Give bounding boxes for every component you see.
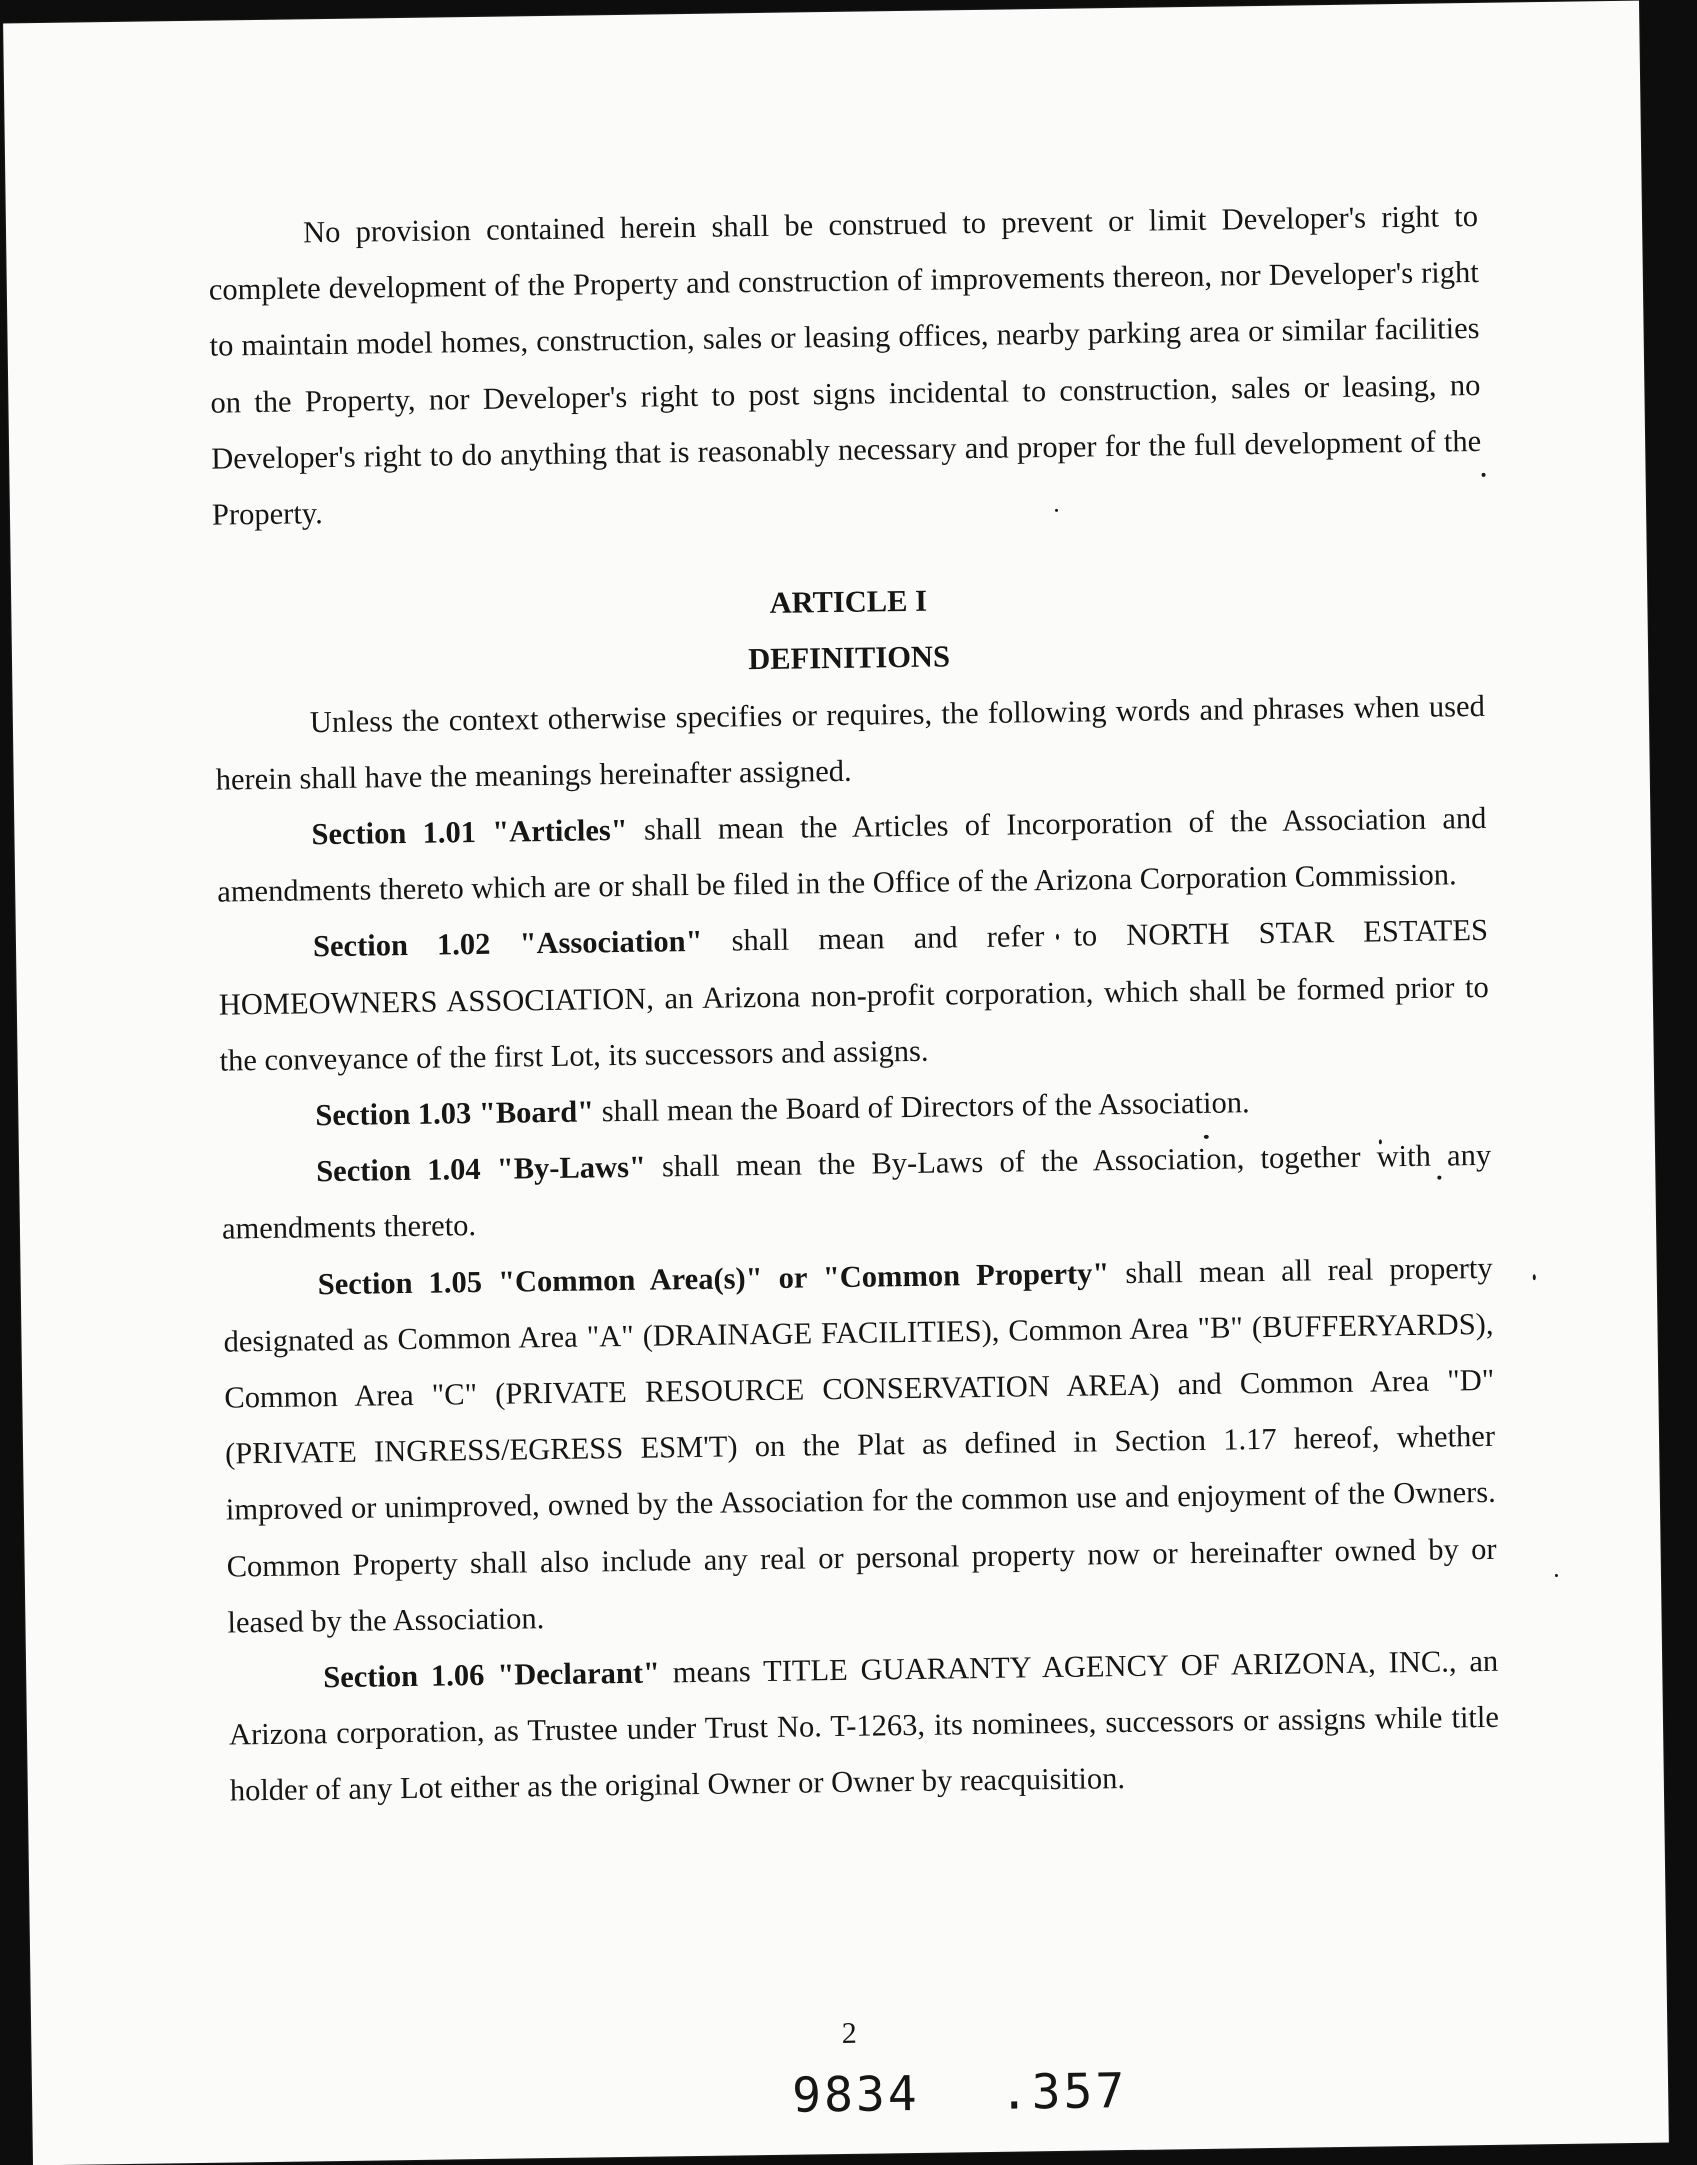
section-1-04 (221, 1127, 1492, 1257)
section-label: Section 1.03 "Board" (315, 1094, 595, 1133)
scan-speck (1555, 1574, 1558, 1577)
section-text: means TITLE GUARANTY AGENCY OF ARIZONA, INC., an Arizona corporation, as Trustee under Trust No. T-1263, its nominees, successors or assigns while title holder of any Lot either as the original Owner or Owner by reacquisition. (228, 1643, 1500, 1809)
article-number: ARTICLE I (769, 583, 928, 621)
section-label: Section 1.06 "Declarant" (323, 1655, 661, 1695)
body-text (208, 188, 1500, 1819)
section-1-06 (228, 1633, 1500, 1819)
stamp-right: .357 (999, 2063, 1128, 2121)
section-1-01 (216, 790, 1487, 920)
section-1-02 (218, 902, 1490, 1088)
section-text: shall mean all real property designated as Common Area "A" (DRAINAGE FACILITIES), Common Area "B" (BUFFERYARDS), Common Area "C" (PRIVATE RESOURCE CONSERVATION AREA) and Common Area "D" (PRIVATE INGRESS/EGRESS ESM'T) on the Plat as defined in Section 1.17 hereof, whether improved or unimproved, owned by the Association for the common use and enjoyment of the Owners. Common Property shall also include any real or personal property now or hereinafter owned by or leased by the Association. (223, 1250, 1497, 1640)
section-text: shall mean the Articles of Incorporation of the Association and amendments thereto which are or shall be filed in the Office of the Arizona Corporation Commission. (217, 800, 1487, 909)
scan-speck (1533, 1274, 1536, 1280)
section-text: shall mean and refer to NORTH STAR ESTATES HOMEOWNERS ASSOCIATION, an Arizona non-profit corporation, which shall be formed prior to the conveyance of the first Lot, its successors and assigns. (218, 913, 1489, 1078)
article-title: DEFINITIONS (747, 639, 951, 677)
section-text: shall mean the Board of Directors of the Association. (593, 1085, 1250, 1129)
section-label: Section 1.05 "Common Area(s)" or "Common Property" (317, 1255, 1110, 1301)
document-stamp (792, 2063, 1128, 2124)
section-text: shall mean the By-Laws of the Association, together with any amendments thereto. (221, 1138, 1492, 1247)
scan-speck (1482, 473, 1486, 477)
section-label: Section 1.02 "Association" (312, 924, 703, 964)
article-preamble: Unless the context otherwise specifies or requires, the following words and phrases when used herein shall have the meanings hereinafter assigned. (215, 688, 1486, 797)
section-1-05 (222, 1240, 1497, 1651)
section-label: Section 1.04 "By-Laws" (315, 1149, 647, 1189)
stamp-left: 9834 (791, 2065, 921, 2124)
document-page (3, 1, 1669, 2165)
page-number: 2 (841, 2016, 858, 2051)
section-label: Section 1.01 "Articles" (311, 812, 628, 852)
intro-paragraph: No provision contained herein shall be construed to prevent or limit Developer's right to complete development of the Property and construction of improvements thereon, nor Developer's right to maintain model homes, construction, sales or leasing offices, nearby parking area or similar facilities on the Property, nor Developer's right to post signs incidental to construction, sales or leasing, no Developer's right to do anything that is reasonably necessary and proper for the full development of the Property. (208, 198, 1482, 532)
